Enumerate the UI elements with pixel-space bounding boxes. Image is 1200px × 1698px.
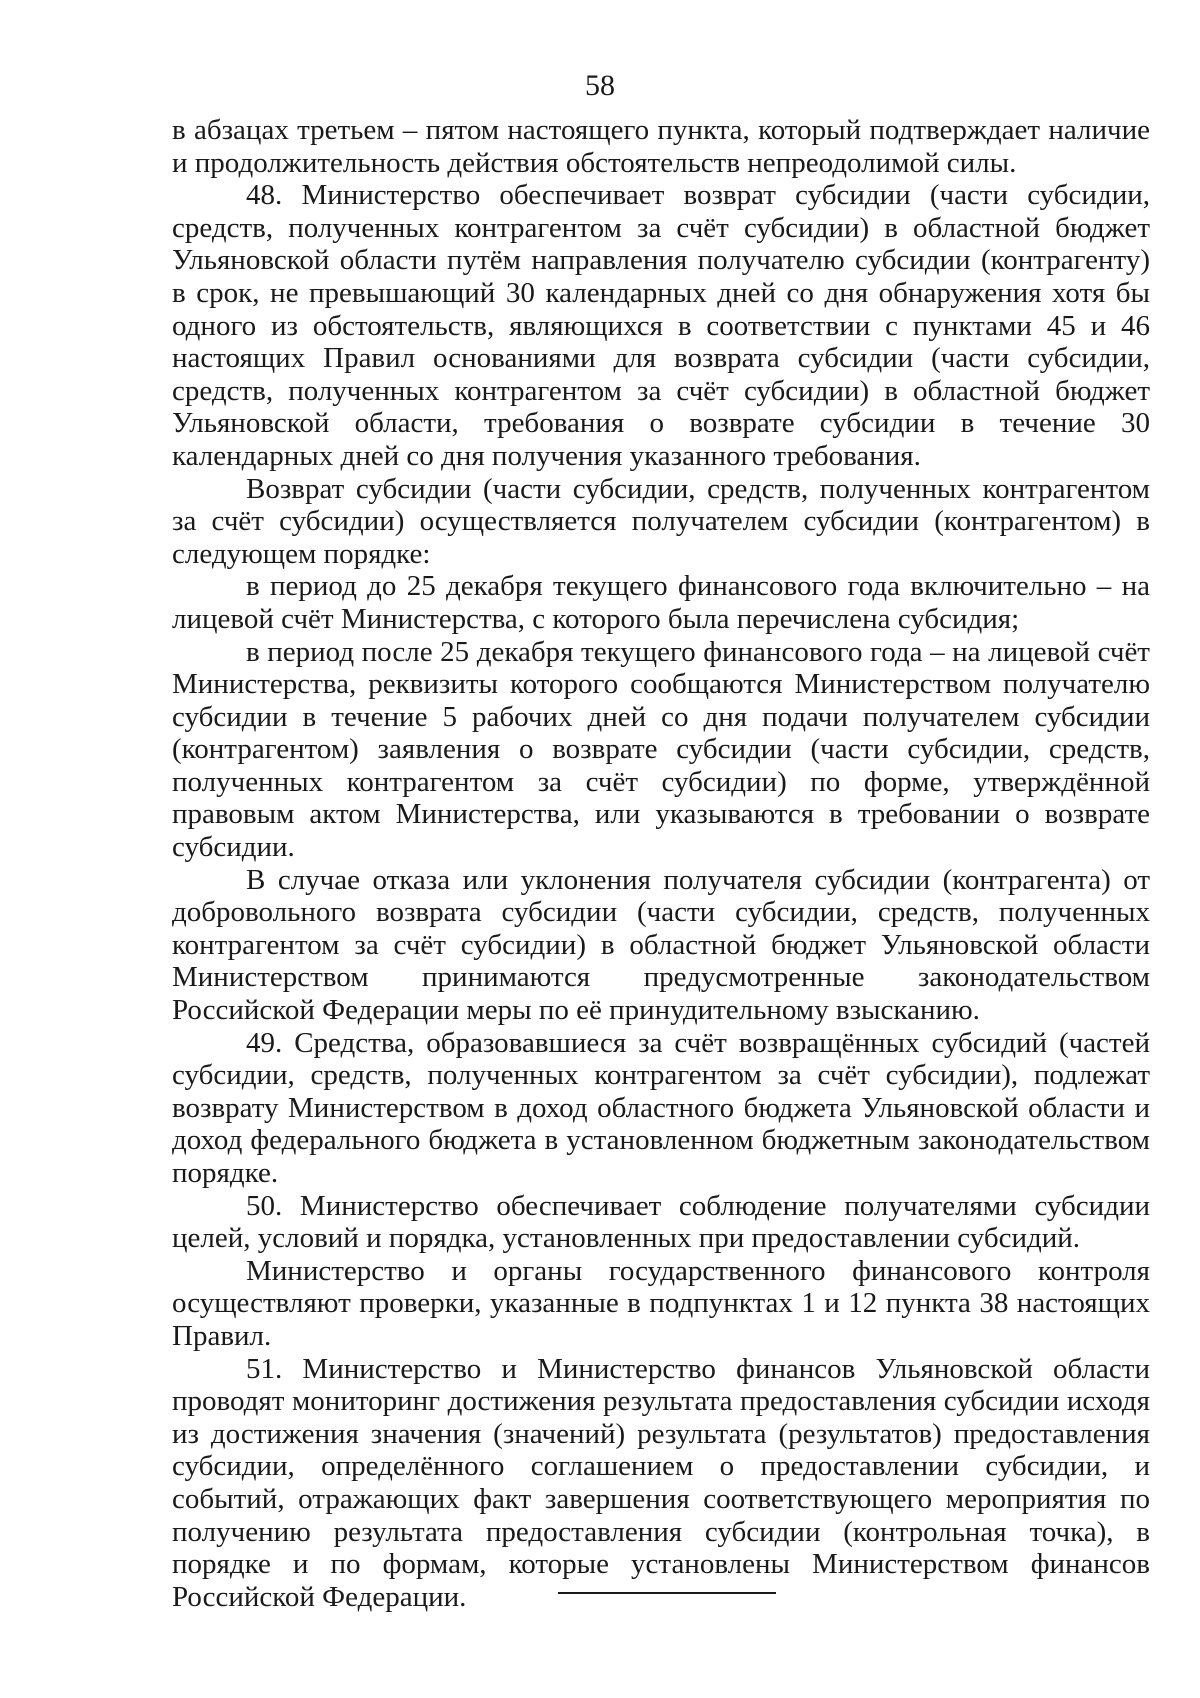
paragraph-refund-procedure: Возврат субсидии (части субсидии, средств, полученных контрагентом за счёт субсидии) осуществляется получателем субсидии (контрагентом) в следующем порядке: xyxy=(172,472,1150,570)
paragraph-item-49: 49. Средства, образовавшиеся за счёт возвращённых субсидий (частей субсидии, средств, полученных контрагентом за счёт субсидии), подлежат возврату Министерством в доход областного бюджета Ульяновской области и доход федерального бюджета в установленном бюджетным законодательством порядке. xyxy=(172,1026,1150,1189)
paragraph-item-51: 51. Министерство и Министерство финансов Ульяновской области проводят мониторинг достижения результата предоставления субсидии исходя из достижения значения (значений) результата (результатов) предоставления субсидии, определённого соглашением о предоставлении субсидии, и событий, отражающих факт завершения соответствующего мероприятия по получению результата предоставления субсидии (контрольная точка), в порядке и по формам, которые установлены Министерством финансов Российской Федерации. xyxy=(172,1352,1150,1613)
paragraph-before-dec-25: в период до 25 декабря текущего финансового года включительно – на лицевой счёт Министерства, с которого была перечислена субсидия; xyxy=(172,570,1150,635)
paragraph-refusal: В случае отказа или уклонения получателя субсидии (контрагента) от добровольного возврата субсидии (части субсидии, средств, полученных контрагентом за счёт субсидии) в областной бюджет Ульяновской области Министерством принимаются предусмотренные законодательством Российской Федерации меры по её принудительному взысканию. xyxy=(172,863,1150,1027)
page-number: 58 xyxy=(585,69,615,102)
paragraph-item-48: 48. Министерство обеспечивает возврат субсидии (части субсидии, средств, полученных контрагентом за счёт субсидии) в областной бюджет Ульяновской области путём направления получателю субсидии (контрагенту) в срок, не превышающий 30 календарных дней со дня обнаружения хотя бы одного из обстоятельств, являющихся в соответствии с пунктами 45 и 46 настоящих Правил основаниями для возврата субсидии (части субсидии, средств, полученных контрагентом за счёт субсидии) в областной бюджет Ульяновской области, требования о возврате субсидии в течение 30 календарных дней со дня получения указанного требования. xyxy=(172,179,1150,472)
paragraph-item-50: 50. Министерство обеспечивает соблюдение получателями субсидии целей, условий и порядка, установленных при предоставлении субсидий. xyxy=(172,1189,1150,1255)
paragraph-inspections: Министерство и органы государственного финансового контроля осуществляют проверки, указанные в подпунктах 1 и 12 пункта 38 настоящих Правил. xyxy=(172,1254,1150,1352)
paragraph-continuation: в абзацах третьем – пятом настоящего пункта, который подтверждает наличие и продолжительность действия обстоятельств непреодолимой силы. xyxy=(172,114,1150,179)
document-body xyxy=(172,114,1150,1613)
end-divider xyxy=(558,1592,776,1594)
paragraph-after-dec-25: в период после 25 декабря текущего финансового года – на лицевой счёт Министерства, реквизиты которого сообщаются Министерством получателю субсидии в течение 5 рабочих дней со дня подачи получателем субсидии (контрагентом) заявления о возврате субсидии (части субсидии, средств, полученных контрагентом за счёт субсидии) по форме, утверждённой правовым актом Министерства, или указываются в требовании о возврате субсидии. xyxy=(172,635,1150,864)
